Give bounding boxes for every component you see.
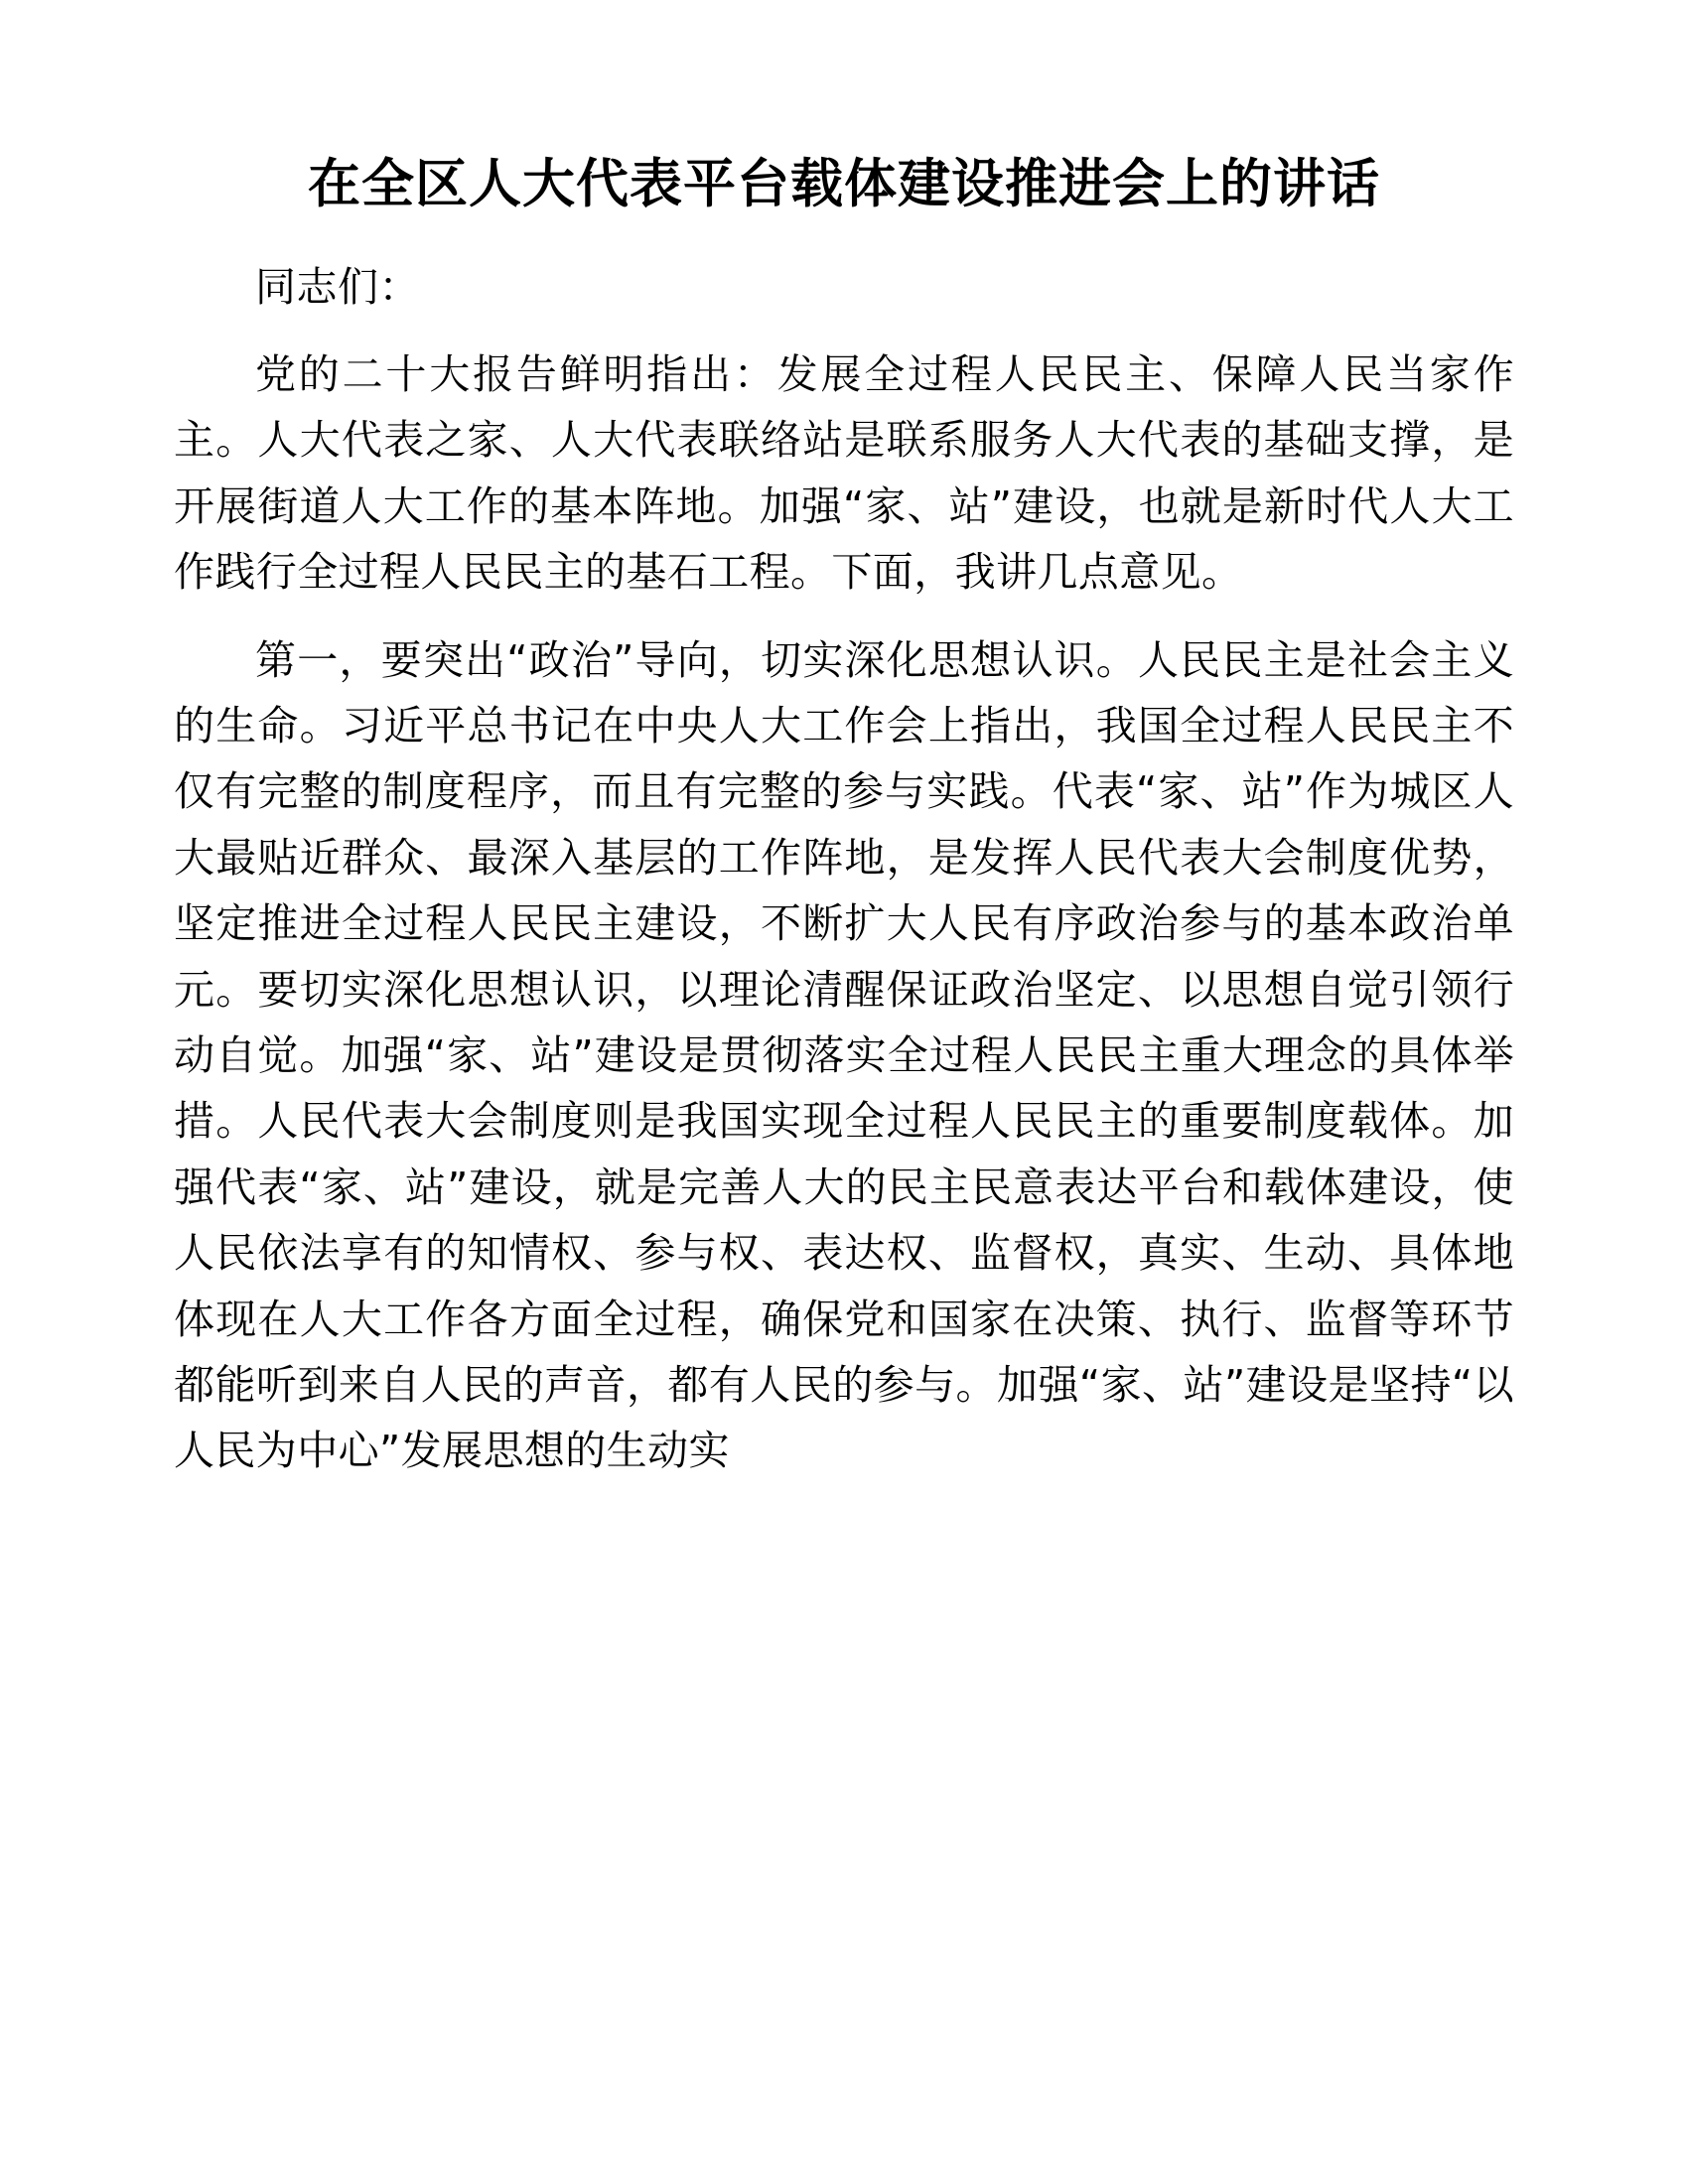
salutation-text: 同志们： <box>255 262 420 311</box>
body-paragraph-1: 党的二十大报告鲜明指出：发展全过程人民民主、保障人民当家作主。人大代表之家、人大代表联络站是联系服务人大代表的基础支撑，是开展街道人大工作的基本阵地。加强“家、站”建设，也就是新时代人大工作践行全过程人民民主的基石工程。下面，我讲几点意见。 <box>174 349 1514 597</box>
page-title: 在全区人大代表平台载体建设推进会上的讲话 <box>308 154 1380 214</box>
body-paragraph-2: 第一，要突出“政治”导向，切实深化思想认识。人民民主是社会主义的生命。习近平总书记在中央人大工作会上指出，我国全过程人民民主不仅有完整的制度程序，而且有完整的参与实践。代表“家、站”作为城区人大最贴近群众、最深入基层的工作阵地，是发挥人民代表大会制度优势，坚定推进全过程人民民主建设，不断扩大人民有序政治参与的基本政治单元。要切实深化思想认识，以理论清醒保证政治坚定、以思想自觉引领行动自觉。加强“家、站”建设是贯彻落实全过程人民民主重大理念的具体举措。人民代表大会制度则是我国实现全过程人民民主的重要制度载体。加强代表“家、站”建设，就是完善人大的民主民意表达平台和载体建设，使人民依法享有的知情权、参与权、表达权、监督权，真实、生动、具体地体现在人大工作各方面全过程，确保党和国家在决策、执行、监督等环节都能听到来自人民的声音，都有人民的参与。加强“家、站”建设是坚持“以人民为中心”发展思想的生动实 <box>174 635 1514 1475</box>
